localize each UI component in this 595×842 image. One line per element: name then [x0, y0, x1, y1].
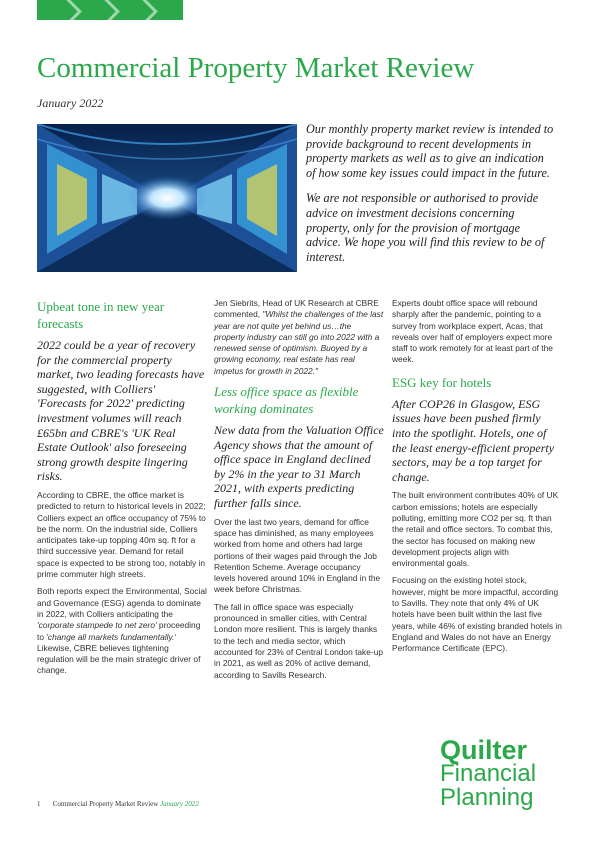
column-2 [214, 298, 384, 687]
quote-run: 'change all markets fundamentally.' [46, 631, 176, 642]
section-lead: 2022 could be a year of recovery for the commercial property market, two leading forecasts have suggested, with Colliers' 'Forecasts for 2022' predicting investment volumes will reach £65bn and CBRE's 'UK Real Estate Outlook' also foreseeing strong growth despite lingering risks. [37, 338, 205, 484]
text-run: proceeding to [37, 620, 201, 642]
body-paragraph: According to CBRE, the office market is predicted to return to historical levels in 2022; Colliers expect an office occupancy of 75% to be the norm. On the industrial side, Colliers anticipates take-up topping 40m sq. ft for a third successive year. Demand for retail space is expected to be strong too, notably in prime commuter high streets. [37, 489, 206, 580]
text-run: Both reports expect the Environmental, Social and Governance (ESG) agenda to dominate in 2022, with Colliers anticipating the [37, 586, 207, 619]
chevron-icon [93, 0, 120, 20]
footer-title: Commercial Property Market Review [52, 800, 159, 808]
section-heading-office-space: Less office space as flexible working dominates [214, 384, 359, 417]
page-footer [37, 800, 199, 808]
logo-line: Financial [440, 760, 537, 787]
quote-run: 'corporate stampede to net zero' [37, 620, 157, 631]
text-run: Likewise, CBRE believes tightening regulation will be the main strategic driver of change. [37, 642, 201, 676]
column-3 [392, 298, 562, 661]
section-lead: New data from the Valuation Office Agency shows that the amount of office space in England declined by 2% in the year to 31 March 2021, with experts predicting further falls since. [214, 423, 384, 511]
chevron-icon [55, 0, 82, 20]
body-paragraph: Experts doubt office space will rebound sharply after the pandemic, pointing to a survey from workplace expert, Acas, that reveals over half of employers expect more staff to work remotely for at least part of the week. [392, 298, 553, 365]
body-paragraph: The built environment contributes 40% of UK carbon emissions; hotels are especially polluting, emitting more CO2 per sq. ft than the retail and office sectors. To combat this, the sector has focused on making new development projects align with environmental goals. [392, 490, 559, 569]
quilter-logo [440, 735, 570, 811]
column-1 [37, 298, 207, 683]
hero-image-walkway [37, 124, 297, 272]
body-paragraph [37, 586, 207, 676]
intro-paragraph: Our monthly property market review is intended to provide background to recent developments in property markets as well as to give an indication of how some key issues could impact in the future. [306, 122, 554, 180]
body-paragraph: Over the last two years, demand for office space has diminished, as many employees worked from home and others had large portions of their wages paid through the Job Retention Scheme. Average occupancy levels hovered around 10% in England in the week before Christmas. [214, 516, 381, 595]
body-paragraph [214, 298, 384, 377]
page-title: Commercial Property Market Review [37, 52, 475, 84]
quote-run: "Whilst the challenges of the last year are not quite yet behind us…the property industry can still go into 2022 with a renewed sense of optimism. Buoyed by a growing economy, real estate has real impetus for growth in 2022." [214, 309, 384, 376]
body-paragraph: The fall in office space was especially pronounced in smaller cities, with Central London more resilient. This is largely thanks to the tech and media sector, which accounted for 23% of Central London take-up in 2021, as well as 20% of active demand, according to Savills Research. [214, 601, 384, 680]
intro-text [306, 122, 556, 275]
walkway-illustration [37, 124, 297, 272]
header-banner [37, 0, 183, 20]
text-run: Jen Siebrits, Head of UK Research at CBRE commented, [214, 298, 379, 320]
section-lead: After COP26 in Glasgow, ESG issues have been pushed firmly into the spotlight. Hotels, one of the least energy-efficient property sectors, may be a top target for change. [392, 396, 555, 484]
logo-line: Planning [440, 784, 534, 811]
body-paragraph: Focusing on the existing hotel stock, however, might be more impactful, according to Savills. They note that only 4% of UK hotels have been built within the last five years, while 46% of existing branded hotels in England and Wales do not have an Energy Performance Certificate (EPC). [392, 575, 562, 654]
page-number: 1 [37, 800, 41, 808]
logo-line: Quilter [440, 735, 528, 765]
chevron-icon [131, 0, 158, 20]
intro-paragraph: We are not responsible or authorised to provide advice on investment decisions concerning property, only for the provision of mortgage advice. We hope you will find this review to be of interest. [306, 191, 545, 264]
section-heading-forecasts: Upbeat tone in new year forecasts [37, 299, 165, 331]
footer-date: January 2022 [160, 800, 199, 808]
section-heading-esg-hotels: ESG key for hotels [392, 374, 492, 390]
issue-date: January 2022 [37, 96, 104, 110]
